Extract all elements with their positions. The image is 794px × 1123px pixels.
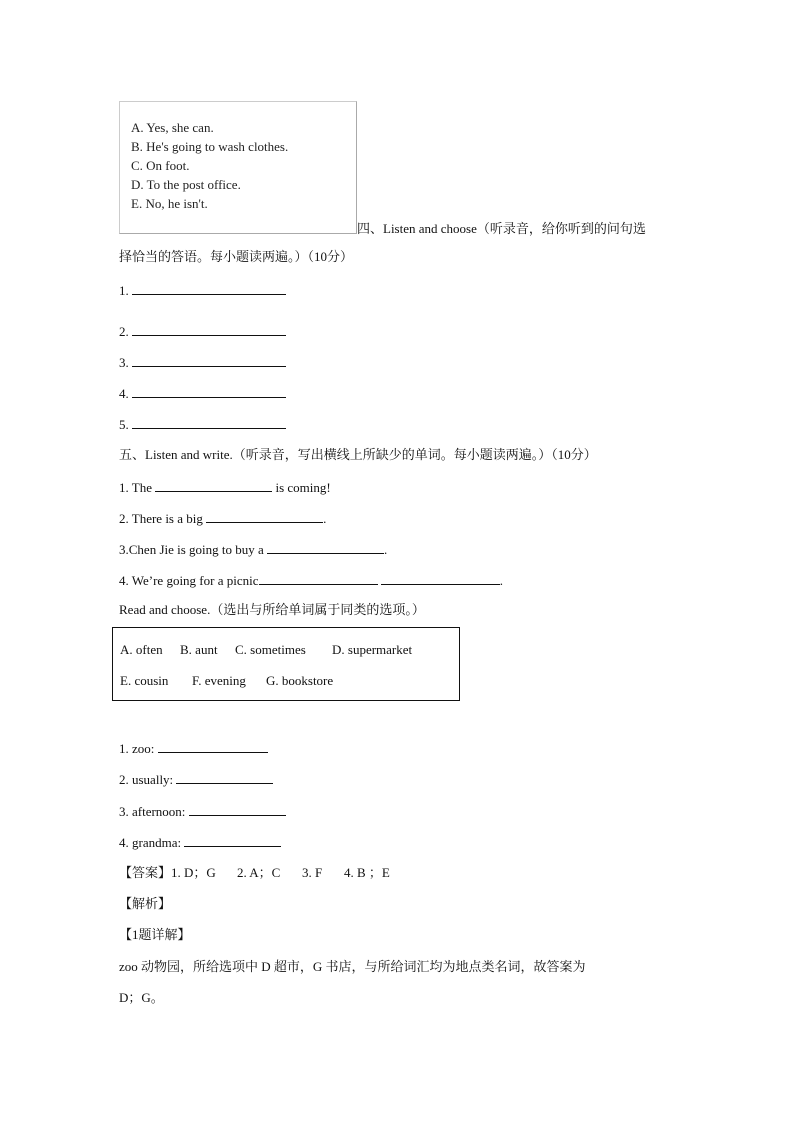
choose-item: 4. grandma:: [119, 834, 281, 851]
section5-title: 五、Listen and write.（听录音，写出横线上所缺少的单词。每小题读两遍。）（10分）: [119, 447, 597, 462]
write-item: 2. There is a big .: [119, 511, 327, 526]
section4-title: 四、Listen and choose（听录音，给你听到的问句选: [357, 221, 646, 236]
image-option: A. Yes, she can.: [131, 120, 214, 135]
blank-item: 1.: [119, 282, 286, 299]
detail-text: zoo 动物园，所给选项中 D 超市，G 书店，与所给词汇均为地点类名词，故答案为: [119, 959, 586, 974]
blank-item: 2.: [119, 323, 286, 340]
section4-title-cont: 择恰当的答语。每小题读两遍。）（10分）: [119, 249, 354, 264]
word-option: E. cousin: [120, 673, 169, 688]
word-option: G. bookstore: [266, 673, 334, 688]
choose-item: 1. zoo:: [119, 740, 268, 757]
word-option: A. often: [120, 642, 163, 657]
choose-item: 3. afternoon:: [119, 803, 286, 820]
word-option: F. evening: [192, 673, 246, 688]
blank-item: 5.: [119, 416, 286, 433]
answer-options-image: [119, 101, 357, 234]
image-option: E. No, he isn't.: [131, 196, 208, 211]
choose-item: 2. usually:: [119, 771, 273, 788]
image-option: C. On foot.: [131, 158, 190, 173]
write-item: 1. The is coming!: [119, 480, 331, 495]
blank-item: 3.: [119, 354, 286, 371]
section6-title: Read and choose.（选出与所给单词属于同类的选项。）: [119, 602, 425, 617]
image-option: D. To the post office.: [131, 177, 241, 192]
answer-line: 【答案】1. D；G 2. A；C 3. F 4. B ；E: [119, 865, 390, 880]
detail-text-cont: D；G。: [119, 990, 164, 1005]
word-option: D. supermarket: [332, 642, 413, 657]
write-item: 3.Chen Jie is going to buy a .: [119, 542, 388, 557]
write-item: 4. We’re going for a picnic .: [119, 573, 503, 588]
word-option: C. sometimes: [235, 642, 306, 657]
word-options-box: [112, 627, 460, 701]
detail-heading: 【1题详解】: [119, 927, 191, 942]
word-option: B. aunt: [180, 642, 218, 657]
image-option: B. He's going to wash clothes.: [131, 139, 289, 154]
blank-item: 4.: [119, 385, 286, 402]
analysis-heading: 【解析】: [119, 896, 172, 911]
